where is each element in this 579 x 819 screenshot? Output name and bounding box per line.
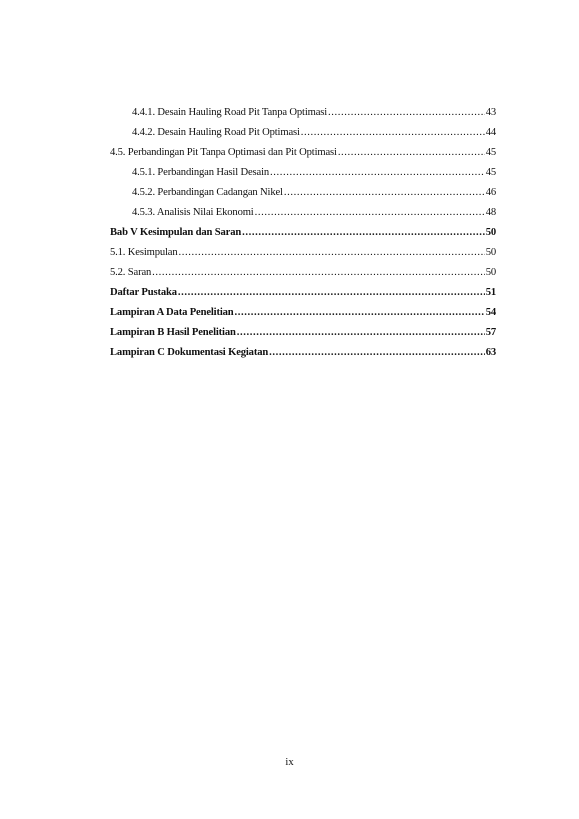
toc-entry-title: 5.1. Kesimpulan bbox=[110, 247, 178, 258]
toc-entry-page-number: 50 bbox=[485, 247, 496, 258]
toc-entry-page-number: 51 bbox=[485, 287, 496, 298]
toc-entry-title: 4.5. Perbandingan Pit Tanpa Optimasi dan Pit Optimasi bbox=[110, 147, 337, 158]
toc-dot-leader bbox=[269, 347, 485, 358]
toc-entry-title: 4.4.1. Desain Hauling Road Pit Tanpa Optimasi bbox=[132, 107, 328, 118]
toc-entry-page-number: 45 bbox=[485, 167, 496, 178]
toc-entry-page-number: 57 bbox=[485, 327, 496, 338]
toc-entry[interactable] bbox=[110, 147, 496, 167]
toc-dot-leader bbox=[242, 227, 485, 238]
toc-dot-leader bbox=[328, 107, 485, 118]
toc-dot-leader bbox=[178, 287, 485, 298]
toc-entry-title: 4.5.1. Perbandingan Hasil Desain bbox=[132, 167, 270, 178]
toc-entry-title: 4.5.3. Analisis Nilai Ekonomi bbox=[132, 207, 254, 218]
toc-dot-leader bbox=[237, 327, 485, 338]
table-of-contents bbox=[110, 107, 496, 367]
toc-entry[interactable] bbox=[110, 127, 496, 147]
toc-dot-leader bbox=[284, 187, 485, 198]
toc-entry-title: Lampiran C Dokumentasi Kegiatan bbox=[110, 347, 269, 358]
toc-entry-title: Daftar Pustaka bbox=[110, 287, 177, 298]
toc-entry-title: 4.4.2. Desain Hauling Road Pit Optimasi bbox=[132, 127, 300, 138]
toc-dot-leader bbox=[270, 167, 485, 178]
toc-entry[interactable] bbox=[110, 307, 496, 327]
toc-entry[interactable] bbox=[110, 347, 496, 367]
toc-dot-leader bbox=[152, 267, 485, 278]
toc-dot-leader bbox=[178, 247, 484, 258]
toc-entry-page-number: 50 bbox=[485, 267, 496, 278]
toc-entry[interactable] bbox=[110, 167, 496, 187]
toc-entry[interactable] bbox=[110, 207, 496, 227]
toc-entry[interactable] bbox=[110, 327, 496, 347]
toc-entry-page-number: 63 bbox=[485, 347, 496, 358]
toc-entry-page-number: 48 bbox=[485, 207, 496, 218]
toc-entry-title: 4.5.2. Perbandingan Cadangan Nikel bbox=[132, 187, 283, 198]
toc-entry[interactable] bbox=[110, 227, 496, 247]
toc-entry-title: Lampiran A Data Penelitian bbox=[110, 307, 234, 318]
toc-entry[interactable] bbox=[110, 107, 496, 127]
toc-entry[interactable] bbox=[110, 267, 496, 287]
toc-entry[interactable] bbox=[110, 187, 496, 207]
toc-dot-leader bbox=[255, 207, 485, 218]
toc-entry-page-number: 45 bbox=[485, 147, 496, 158]
toc-entry-page-number: 44 bbox=[485, 127, 496, 138]
toc-entry-title: 5.2. Saran bbox=[110, 267, 152, 278]
toc-dot-leader bbox=[301, 127, 485, 138]
toc-dot-leader bbox=[338, 147, 485, 158]
toc-entry-title: Bab V Kesimpulan dan Saran bbox=[110, 227, 242, 238]
toc-entry[interactable] bbox=[110, 287, 496, 307]
toc-dot-leader bbox=[235, 307, 485, 318]
toc-entry-page-number: 46 bbox=[485, 187, 496, 198]
toc-entry-page-number: 54 bbox=[485, 307, 496, 318]
toc-entry-title: Lampiran B Hasil Penelitian bbox=[110, 327, 236, 338]
toc-entry-page-number: 43 bbox=[485, 107, 496, 118]
toc-entry-page-number: 50 bbox=[485, 227, 496, 238]
page-number: ix bbox=[285, 757, 294, 768]
toc-entry[interactable] bbox=[110, 247, 496, 267]
